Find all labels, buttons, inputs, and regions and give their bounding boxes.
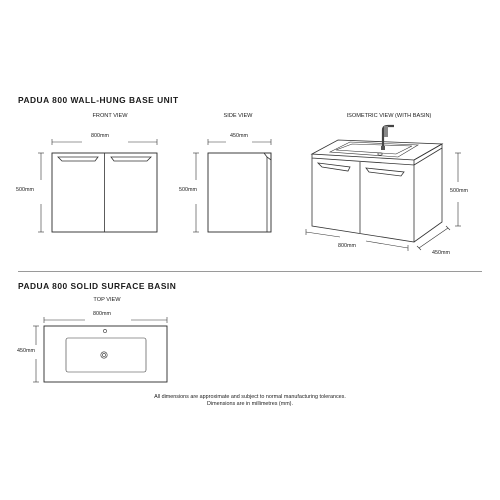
side-view-label: SIDE VIEW [223, 113, 253, 119]
isometric-height-dim: 500mm [450, 188, 468, 194]
isometric-view-label: ISOMETRIC VIEW (WITH BASIN) [346, 113, 432, 119]
front-view-height-dim: 500mm [16, 187, 34, 193]
base-unit-title: PADUA 800 WALL-HUNG BASE UNIT [18, 95, 179, 105]
side-view-height-dim: 500mm [179, 187, 197, 193]
basin-title: PADUA 800 SOLID SURFACE BASIN [18, 281, 177, 291]
top-view-depth-dim: 450mm [17, 348, 35, 354]
footnote-line-2: Dimensions are in millimetres (mm). [207, 401, 293, 407]
footnote-line-1: All dimensions are approximate and subject to normal manufacturing tolerances. [154, 394, 346, 400]
top-view-width-dim: 800mm [93, 311, 111, 317]
isometric-width-dim: 800mm [338, 243, 356, 249]
front-view-width-dim: 800mm [91, 133, 109, 139]
side-view-depth-dim: 450mm [230, 133, 248, 139]
top-view-label: TOP VIEW [93, 297, 121, 303]
isometric-depth-dim: 450mm [432, 250, 450, 256]
front-view-label: FRONT VIEW [92, 113, 128, 119]
